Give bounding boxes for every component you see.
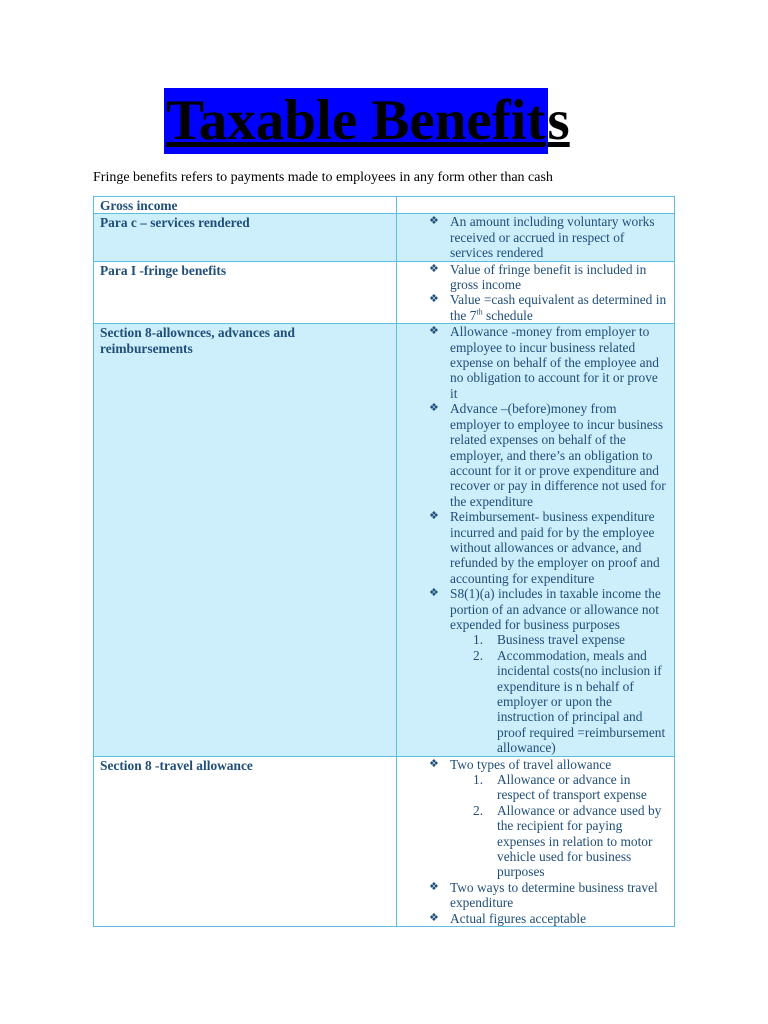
diamond-bullet-icon: ❖ bbox=[429, 293, 439, 306]
diamond-bullet-icon: ❖ bbox=[429, 215, 439, 228]
diamond-bullet-icon: ❖ bbox=[429, 757, 439, 770]
row-content bbox=[397, 214, 675, 261]
list-item: ❖ An amount including voluntary works received or accrued in respect of services rendered bbox=[429, 214, 655, 261]
row-content bbox=[397, 324, 675, 756]
diamond-bullet-icon: ❖ bbox=[429, 510, 439, 523]
table-row bbox=[94, 261, 675, 324]
diamond-bullet-icon: ❖ bbox=[429, 880, 439, 893]
list-item: ❖ Actual figures acceptable bbox=[429, 910, 587, 926]
page-title-tail: s bbox=[547, 89, 570, 152]
list-item: ❖ Allowance -money from employer to employee to incur business related expense on behalf of the employee and no obligation to account for it or prove it bbox=[429, 324, 659, 401]
numbered-item: 1. Allowance or advance in respect of transport expense bbox=[473, 772, 647, 803]
row-content bbox=[397, 261, 675, 324]
list-item: ❖ Two ways to determine business travel expenditure bbox=[429, 879, 658, 911]
list-item: ❖ S8(1)(a) includes in taxable income the portion of an advance or allowance not expended for business purposes bbox=[429, 586, 661, 632]
row-label: Para I -fringe benefits bbox=[94, 261, 397, 324]
row-label: Para c – services rendered bbox=[94, 214, 397, 261]
header-empty-cell bbox=[397, 197, 675, 214]
table-header-row bbox=[94, 197, 675, 214]
intro-paragraph: Fringe benefits refers to payments made to employees in any form other than cash bbox=[93, 170, 553, 185]
list-item: ❖ Reimbursement- business expenditure incurred and paid for by the employee without allowances or advance, and refunded by the employer on proof and accounting for expenditure bbox=[429, 509, 660, 586]
diamond-bullet-icon: ❖ bbox=[429, 262, 439, 275]
diamond-bullet-icon: ❖ bbox=[429, 402, 439, 415]
list-item: ❖ Advance –(before)money from employer to employee to incur business related expenses on behalf of the employer, and there’s an obligation to account for it or prove expenditure and recover or pay in difference not used for the expenditure bbox=[429, 401, 666, 509]
list-item: ❖ Two types of travel allowance bbox=[429, 756, 612, 772]
table-row bbox=[94, 324, 675, 756]
numbered-item: 2. Accommodation, meals and incidental costs(no inclusion if expenditure is n behalf of employer or upon the instruction of principal and proof required =reimbursement allowance) bbox=[473, 647, 666, 756]
header-label: Gross income bbox=[94, 197, 397, 214]
diamond-bullet-icon: ❖ bbox=[429, 587, 439, 600]
table-row bbox=[94, 756, 675, 926]
row-content bbox=[397, 756, 675, 926]
list-item: ❖ Value =cash equivalent as determined in the 7th schedule bbox=[429, 292, 667, 323]
numbered-item: 1. Business travel expense bbox=[473, 632, 625, 648]
row-label: Section 8 -travel allowance bbox=[94, 756, 397, 926]
row-label: Section 8-allownces, advances and reimbursements bbox=[94, 324, 397, 756]
table-row bbox=[94, 214, 675, 261]
list-item: ❖ Value of fringe benefit is included in gross income bbox=[429, 261, 647, 293]
benefits-table bbox=[93, 196, 675, 927]
page-title-highlighted: Taxable Benefit bbox=[166, 89, 546, 152]
page-title bbox=[164, 88, 570, 154]
numbered-item: 2. Allowance or advance used by the recipient for paying expenses in relation to motor vehicle used for business purposes bbox=[473, 802, 662, 880]
diamond-bullet-icon: ❖ bbox=[429, 325, 439, 338]
diamond-bullet-icon: ❖ bbox=[429, 911, 439, 924]
